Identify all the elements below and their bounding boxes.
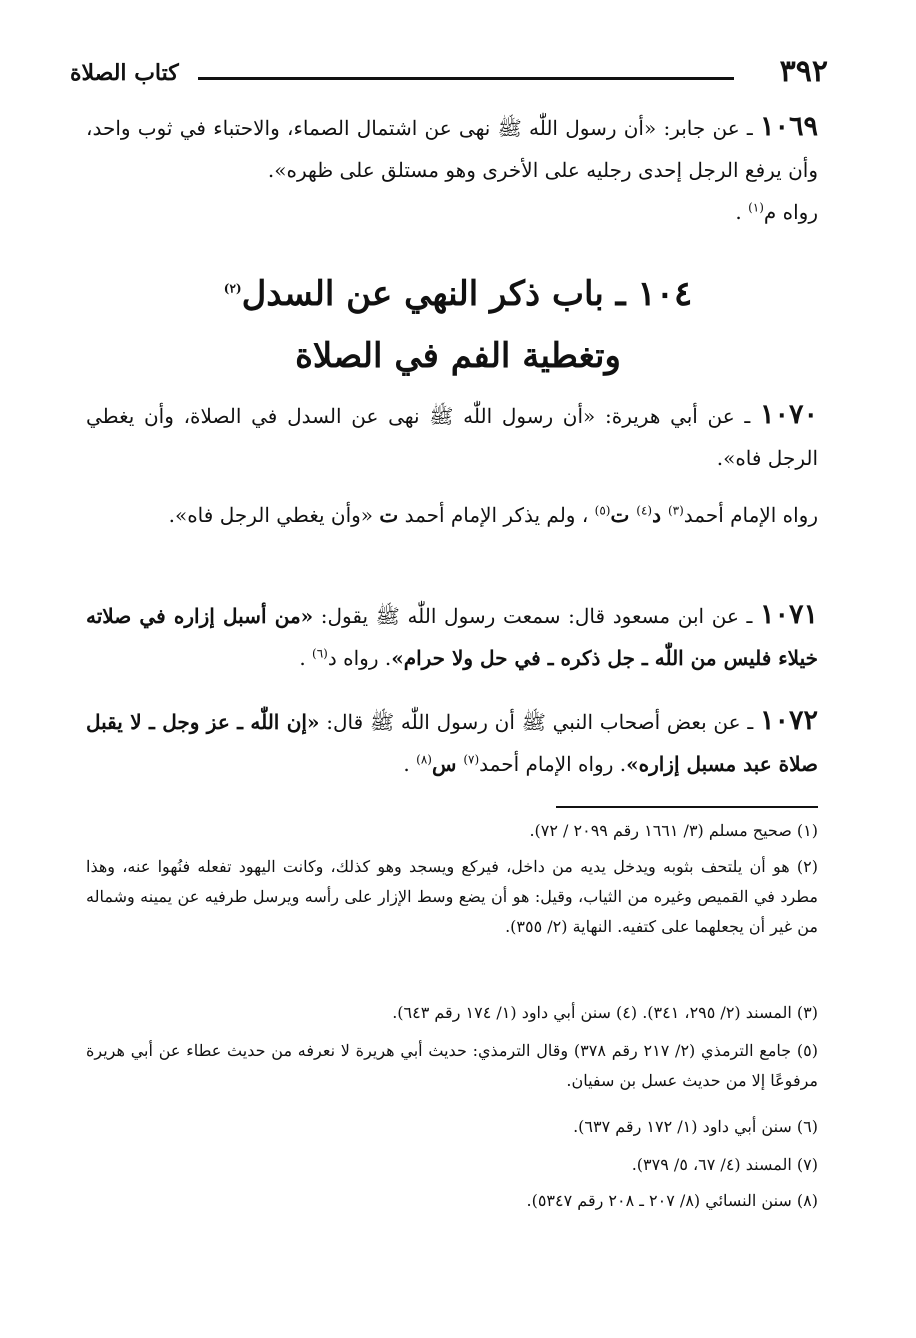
footnote-item: (٣) المسند (٢/ ٢٩٥، ٣٤١). (٤) سنن أبي داود (١/ ١٧٤ رقم ٦٤٣). xyxy=(392,1003,818,1022)
footnote-ref: (٦) xyxy=(312,646,328,661)
chapter-title-line-2: وتغطية الفم في الصلاة xyxy=(295,336,621,376)
footnote-ref: (٧) xyxy=(463,752,480,767)
footnote-ref: (٣) xyxy=(667,503,684,518)
hadith-number: ١٠٦٩ xyxy=(760,111,819,142)
footnote-ref: (٤) xyxy=(636,503,653,518)
hadith-1072: ١٠٧٢ ـ عن بعض أصحاب النبي ﷺ أن رسول اللّٰه ﷺ قال: «إن اللّٰه ـ عز وجل ـ لا يقبل صلاة عبد مسبل إزاره». رواه الإمام أحمد$^{(٧)}$ س$^{(٨)}$ . xyxy=(86,705,818,776)
hadith-text: ـ عن جابر: «أن رسول اللّٰه ﷺ نهى عن اشتمال الصماء، والاحتباء في ثوب واحد، وأن يرفع الرجل إحدى رجليه على الأخرى وهو مستلق على ظهره». xyxy=(86,116,818,182)
hadith-1070-source: رواه الإمام أحمد$^{(٣)}$ د$^{(٤)}$ ت$^{(٥)}$ ، ولم يذكر الإمام أحمد ت «وأن يغطي الرجل فاه». xyxy=(168,503,818,527)
page-header xyxy=(70,52,828,92)
footnote-ref: (٢) xyxy=(223,281,242,296)
hadith-matn: «إن اللّٰه ـ عز وجل ـ لا يقبل صلاة عبد مسبل إزاره» xyxy=(86,710,818,776)
running-title: كتاب الصلاة xyxy=(70,60,179,86)
footnote-item: (٥) جامع الترمذي (٢/ ٢١٧ رقم ٣٧٨) وقال الترمذي: حديث أبي هريرة لا نعرفه من حديث عطاء عن أبي هريرة مرفوعًا إلا من حديث عسل بن سفيان. xyxy=(86,1041,819,1090)
chapter-title-line-1: ١٠٤ ـ باب ذكر النهي عن السدل xyxy=(241,274,693,314)
hadith-1070 xyxy=(86,394,818,479)
hadith-number: ١٠٧١ xyxy=(759,599,818,630)
header-rule xyxy=(198,77,734,80)
page-number: ٣٩٢ xyxy=(779,54,828,89)
footnote-item: (١) صحيح مسلم (٣/ ١٦٦١ رقم ٢٠٩٩ / ٧٢). xyxy=(529,821,818,840)
footnote-ref: (١) xyxy=(748,200,764,215)
footnote-ref: (٥) xyxy=(594,503,611,518)
footnote-ref: (٨) xyxy=(416,752,432,767)
hadith-1069 xyxy=(86,106,818,233)
footnote-item: (٢) هو أن يلتحف بثوبه ويدخل يديه من داخل، فيركع ويسجد وهو كذلك، وكانت اليهود تفعله فنُهوا عنه، وهذا مطرد في القميص وغيره من الثياب، وقيل: هو أن يضع وسط الإزار على رأسه ويرسل طرفيه عن يمينه وشماله من غير أن يجعلهما على كتفيه. النهاية (٢/ ٣٥٥). xyxy=(86,857,818,936)
hadith-number: ١٠٧٢ xyxy=(759,705,818,736)
footnote-item: (٧) المسند (٤/ ٦٧، ٥/ ٣٧٩). xyxy=(631,1155,818,1174)
footnote-item: (٦) سنن أبي داود (١/ ١٧٢ رقم ٦٣٧). xyxy=(573,1117,818,1136)
hadith-matn: «من أسبل إزاره في صلاته خيلاء فليس من اللّٰه ـ جل ذكره ـ في حل ولا حرام» xyxy=(86,604,818,670)
hadith-1071: ١٠٧١ ـ عن ابن مسعود قال: سمعت رسول اللّٰه ﷺ يقول: «من أسبل إزاره في صلاته خيلاء فليس من اللّٰه ـ جل ذكره ـ في حل ولا حرام». رواه د$^{(٦)}$ . xyxy=(86,599,818,670)
hadith-source: رواه م$^{(١)}$ . xyxy=(735,200,818,224)
hadith-number: ١٠٧٠ xyxy=(759,399,818,430)
footnote-item: (٨) سنن النسائي (٨/ ٢٠٧ ـ ٢٠٨ رقم ٥٣٤٧). xyxy=(526,1191,818,1210)
footnote-separator xyxy=(556,806,818,808)
hadith-text: ـ عن أبي هريرة: «أن رسول اللّٰه ﷺ نهى عن السدل في الصلاة، وأن يغطي الرجل فاه». xyxy=(86,404,818,470)
